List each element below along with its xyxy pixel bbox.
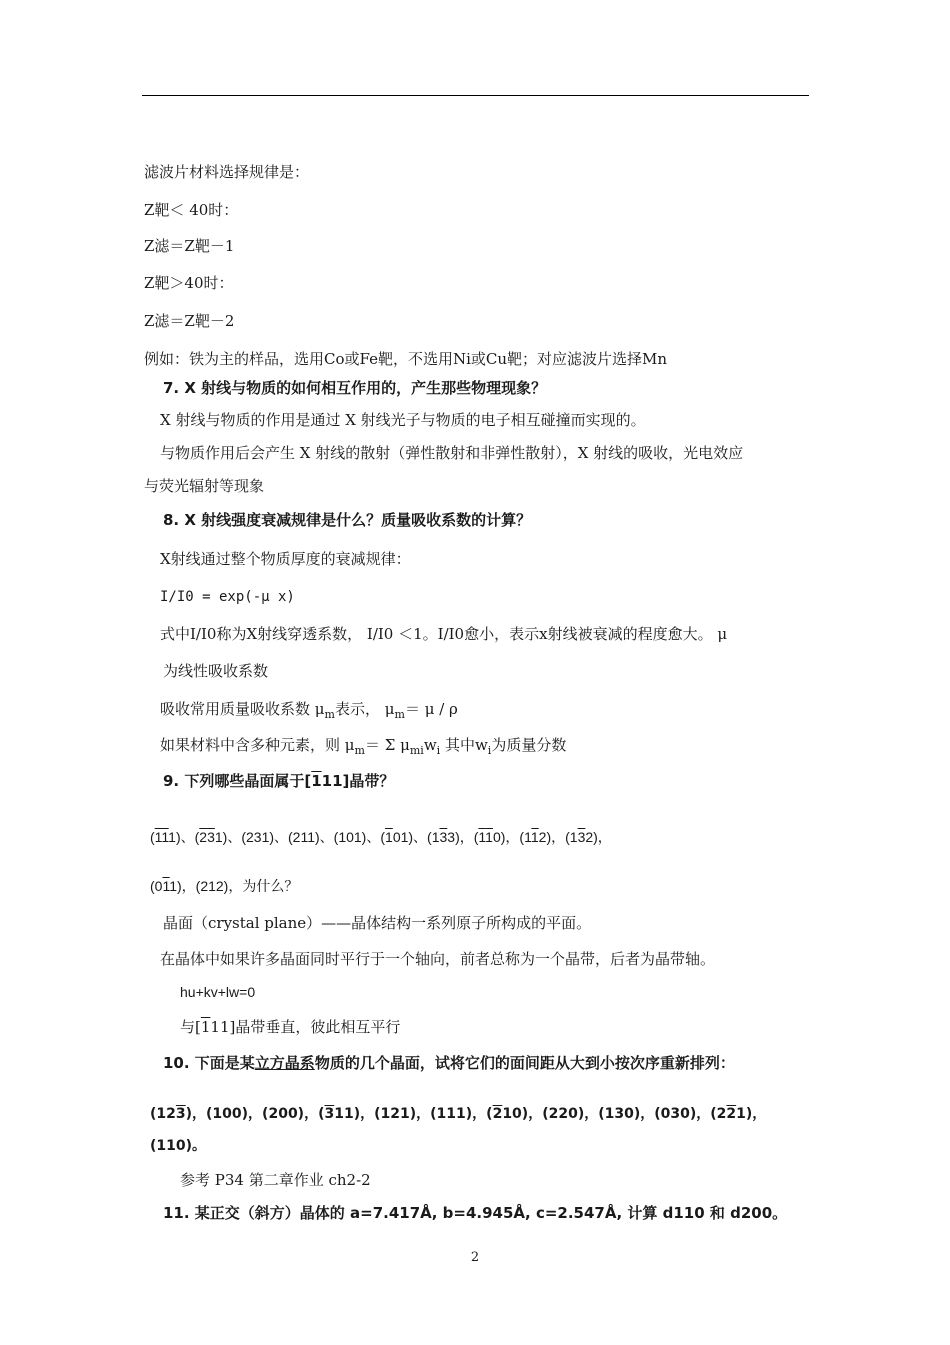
text-run: 10. 下面是某 — [163, 1054, 255, 1072]
text-run: 其中w — [440, 736, 488, 754]
text-run: (0 — [150, 878, 163, 894]
answer-9-line: 晶面（crystal plane）——晶体结构一系列原子所构成的平面。 — [163, 914, 592, 932]
overbar-digit: 1 — [385, 829, 393, 845]
overbar-digit: 1 — [478, 829, 486, 845]
text-run: 11)，(121)，(111)，( — [334, 1106, 493, 1122]
text-run: 1)、(231)、(211)、(101)、( — [214, 829, 386, 845]
subscript: m — [324, 708, 335, 721]
answer-7-line: 与物质作用后会产生 X 射线的散射（弹性散射和非弹性散射），X 射线的吸收，光电效应 — [160, 444, 744, 462]
text-run: 3)，( — [447, 829, 479, 845]
filter-rule-line: Z滤＝Z靶－1 — [144, 237, 235, 255]
text-run: 表示， μ — [334, 700, 395, 718]
overbar-digit: 1 — [200, 1018, 211, 1036]
question-7-title: 7. X 射线与物质的如何相互作用的，产生那些物理现象？ — [163, 379, 547, 397]
text-run: ( — [150, 829, 155, 845]
answer-9-line: 在晶体中如果许多晶面同时平行于一个轴向，前者总称为一个晶带，后者为晶带轴。 — [160, 950, 716, 968]
answer-9-line — [180, 1017, 400, 1037]
text-run: 2)，(1 — [538, 829, 578, 845]
text-run: ＝ μ / ρ — [404, 700, 458, 718]
filter-example: 例如：铁为主的样品，选用Co或Fe靶，不选用Ni或Cu靶；对应滤波片选择Mn — [144, 350, 668, 368]
question-10-title — [163, 1053, 735, 1073]
text-run: 9. 下列哪些晶面属于[ — [163, 772, 312, 790]
text-run: 10)，(220)，(130)，(030)，(2 — [502, 1106, 727, 1122]
underlined-term: 立方晶系 — [254, 1054, 315, 1072]
plane-list-line-1 — [150, 827, 612, 847]
question-8-title: 8. X 射线强度衰减规律是什么？质量吸收系数的计算？ — [163, 511, 532, 529]
plane-list-10-line-1 — [150, 1104, 766, 1124]
overbar-digit: 2 — [199, 829, 208, 845]
filter-rule-line: Z滤＝Z靶－2 — [144, 312, 235, 330]
text-run: 如果材料中含多种元素，则 μ — [160, 736, 355, 754]
subscript: m — [394, 708, 405, 721]
subscript: i — [436, 744, 441, 757]
text-run: 0)，(1 — [492, 829, 532, 845]
reference-note: 参考 P34 第二章作业 ch2-2 — [180, 1171, 371, 1189]
filter-rule-line: Z靶＞40时： — [144, 274, 234, 292]
overbar-digit: 3 — [439, 829, 448, 845]
text-run: 吸收常用质量吸收系数 μ — [160, 700, 325, 718]
text-run: 2)， — [585, 829, 612, 845]
question-11-title: 11. 某正交（斜方）晶体的 a=7.417Å, b=4.945Å, c=2.547Å, 计算 d110 和 d200。 — [163, 1204, 788, 1222]
multi-element-line — [160, 735, 566, 761]
overbar-digit: 3 — [207, 829, 215, 845]
overbar-digit: 1 — [485, 829, 493, 845]
text-run: 物质的几个晶面，试将它们的面间距从大到小按次序重新排列： — [314, 1054, 735, 1072]
mass-absorption-line — [160, 699, 458, 725]
plane-list-line-2 — [150, 876, 298, 896]
overbar-digit: 2 — [492, 1106, 503, 1122]
header-rule — [142, 95, 809, 96]
text-run: 11]晶带？ — [321, 772, 395, 790]
answer-8-line: 式中I/I0称为X射线穿透系数， I/I0 ＜1。I/I0愈小，表示x射线被衰减的程度愈大。 μ — [160, 625, 728, 643]
text-run: 1)，(212)，为什么？ — [169, 878, 299, 894]
answer-7-line: 与荧光辐射等现象 — [144, 477, 265, 495]
question-9-title — [163, 771, 394, 791]
filter-rule-line: Z靶＜ 40时： — [144, 201, 239, 219]
attenuation-formula: I/I0 = exp(-μ x) — [160, 589, 295, 605]
overbar-digit: 2 — [726, 1106, 737, 1122]
text-run: (12 — [150, 1106, 176, 1122]
answer-8-line: X射线通过整个物质厚度的衰减规律： — [160, 550, 411, 568]
plane-list-10-line-2: (110)。 — [150, 1138, 207, 1154]
subscript: i — [487, 744, 492, 757]
text-run: )，(100)，(200)，( — [185, 1106, 325, 1122]
subscript: m — [354, 744, 365, 757]
page-number: 2 — [470, 1250, 480, 1265]
overbar-digit: 3 — [577, 829, 586, 845]
overbar-digit: 1 — [162, 878, 170, 894]
text-run: ＝ Σ μ — [364, 736, 410, 754]
zone-law-formula: hu+kv+lw=0 — [180, 984, 256, 1000]
text-run: 1)、( — [168, 829, 200, 845]
overbar-digit: 3 — [175, 1106, 186, 1122]
subscript: mi — [409, 744, 424, 757]
answer-8-line: 为线性吸收系数 — [163, 662, 269, 680]
text-run: 1)， — [736, 1106, 767, 1122]
answer-7-line: X 射线与物质的作用是通过 X 射线光子与物质的电子相互碰撞而实现的。 — [160, 411, 646, 429]
overbar-digit: 1 — [161, 829, 169, 845]
text-run: 与[ — [180, 1018, 201, 1036]
text-run: 01)、(1 — [392, 829, 440, 845]
text-run: 11]晶带垂直，彼此相互平行 — [210, 1018, 401, 1036]
overbar-digit: 1 — [531, 829, 539, 845]
overbar-digit: 1 — [311, 772, 322, 790]
filter-rule-heading: 滤波片材料选择规律是： — [144, 163, 310, 181]
overbar-digit: 1 — [154, 829, 162, 845]
text-run: 为质量分数 — [491, 736, 567, 754]
text-run: w — [423, 736, 437, 754]
overbar-digit: 3 — [324, 1106, 335, 1122]
